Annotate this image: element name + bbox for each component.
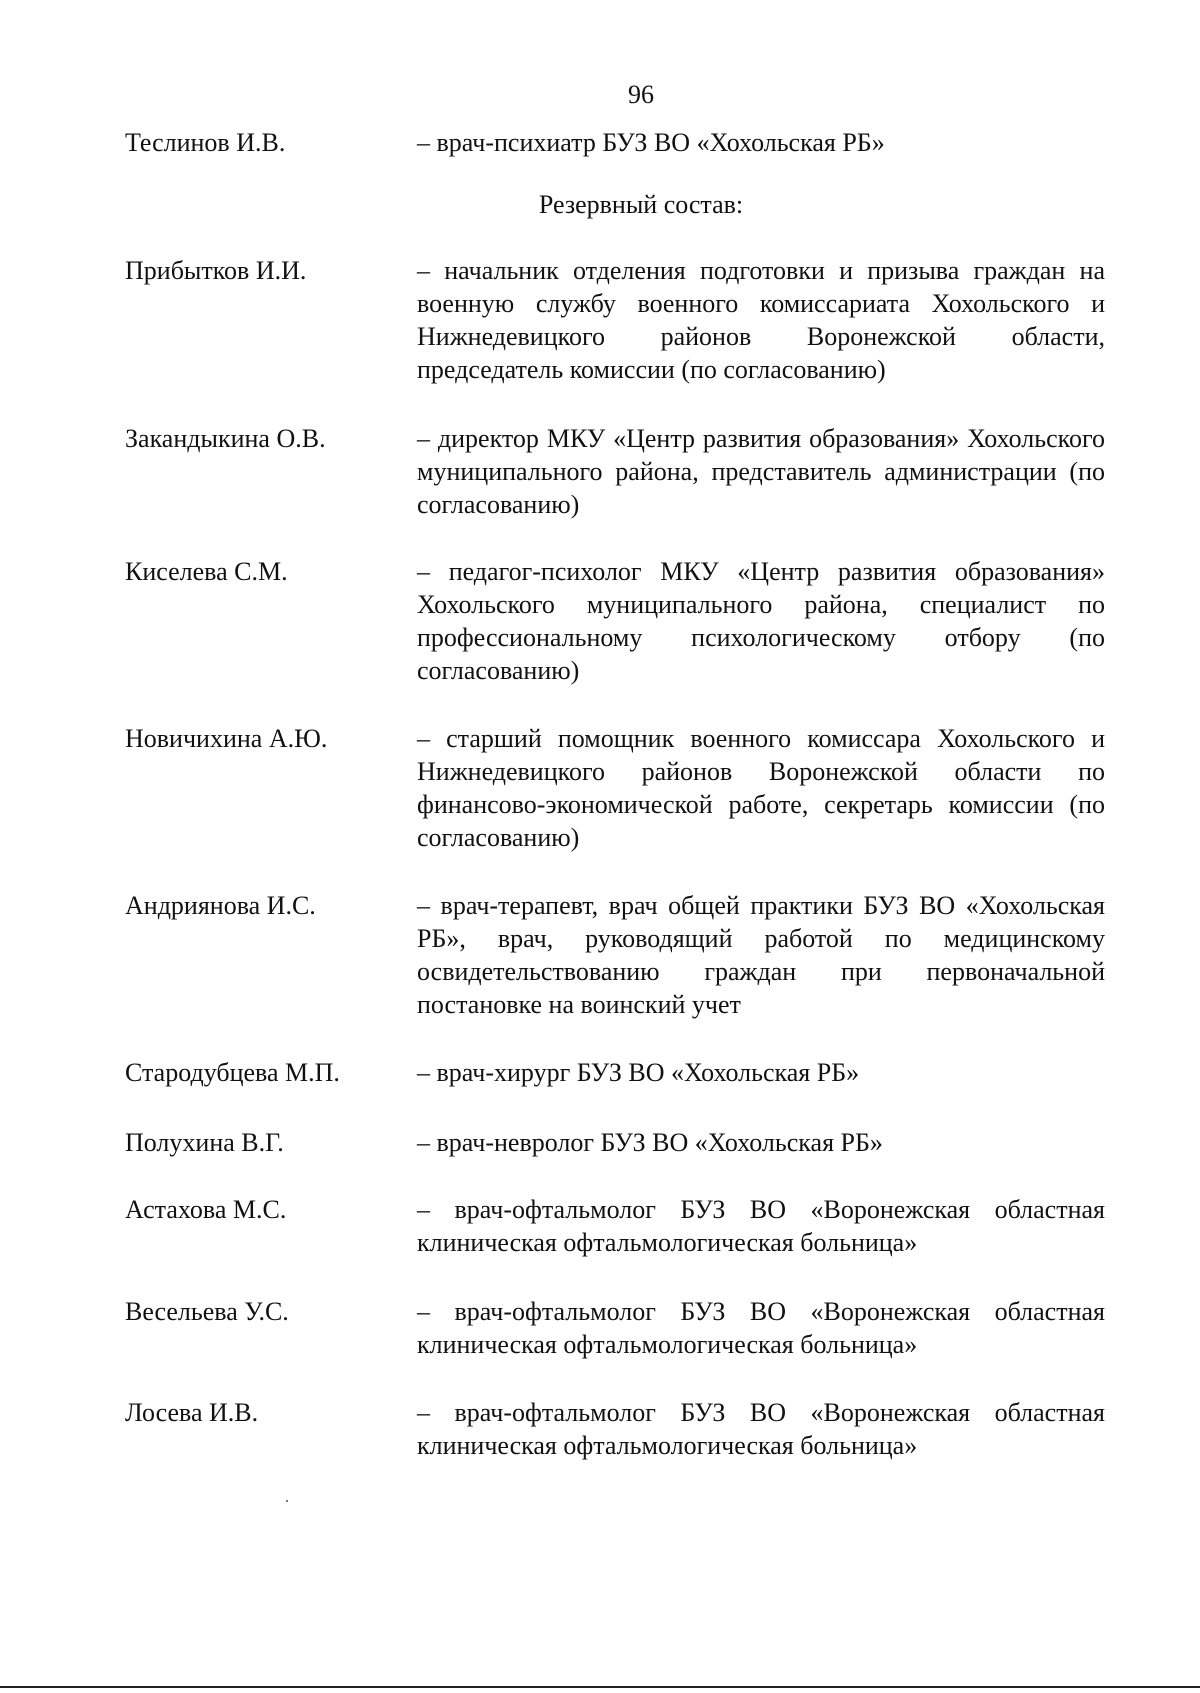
member-role: – врач-терапевт, врач общей практики БУЗ ВО «Хохольская РБ», врач, руководящий работой по медицинскому освидетельствованию граждан при первоначальной постановке на воинский учет	[417, 891, 1105, 1019]
member-name: Лосева И.В.	[125, 1398, 259, 1427]
member-role: – врач-офтальмолог БУЗ ВО «Воронежская областная клиническая офтальмологическая больница»	[417, 1195, 1105, 1257]
member-name: Закандыкина О.В.	[125, 424, 326, 453]
member-name: Весельева У.С.	[125, 1297, 289, 1326]
member-role: – врач-психиатр БУЗ ВО «Хохольская РБ»	[417, 128, 885, 157]
member-role: – врач-хирург БУЗ ВО «Хохольская РБ»	[417, 1058, 860, 1087]
scan-speck	[286, 1500, 288, 1502]
member-role: – врач-офтальмолог БУЗ ВО «Воронежская областная клиническая офтальмологическая больница»	[417, 1398, 1105, 1460]
member-role: – врач-офтальмолог БУЗ ВО «Воронежская областная клиническая офтальмологическая больница»	[417, 1297, 1105, 1359]
member-name: Андриянова И.С.	[125, 891, 316, 920]
member-name: Полухина В.Г.	[125, 1128, 284, 1157]
member-role: – старший помощник военного комиссара Хохольского и Нижнедевицкого районов Воронежской области по финансово-экономической работе, секретарь комиссии (по согласованию)	[417, 724, 1105, 852]
member-name: Стародубцева М.П.	[125, 1058, 340, 1087]
member-role: – педагог-психолог МКУ «Центр развития образования» Хохольского муниципального района, специалист по профессиональному психологическому отбору (по согласованию)	[417, 557, 1105, 685]
member-role: – врач-невролог БУЗ ВО «Хохольская РБ»	[417, 1128, 883, 1157]
member-name: Киселева С.М.	[125, 557, 288, 586]
member-name: Астахова М.С.	[125, 1195, 287, 1224]
scan-bottom-edge	[0, 1686, 1200, 1688]
member-role: – начальник отделения подготовки и призыва граждан на военную службу военного комиссариата Хохольского и Нижнедевицкого районов Воронежской области, председатель комиссии (по согласованию)	[417, 256, 1105, 384]
member-name: Прибытков И.И.	[125, 256, 307, 285]
section-heading-reserve: Резервный состав:	[538, 190, 744, 219]
member-role: – директор МКУ «Центр развития образования» Хохольского муниципального района, представитель администрации (по согласованию)	[417, 424, 1105, 519]
member-name: Теслинов И.В.	[125, 128, 286, 157]
member-name: Новичихина А.Ю.	[125, 724, 328, 753]
page-number: 96	[628, 80, 654, 109]
